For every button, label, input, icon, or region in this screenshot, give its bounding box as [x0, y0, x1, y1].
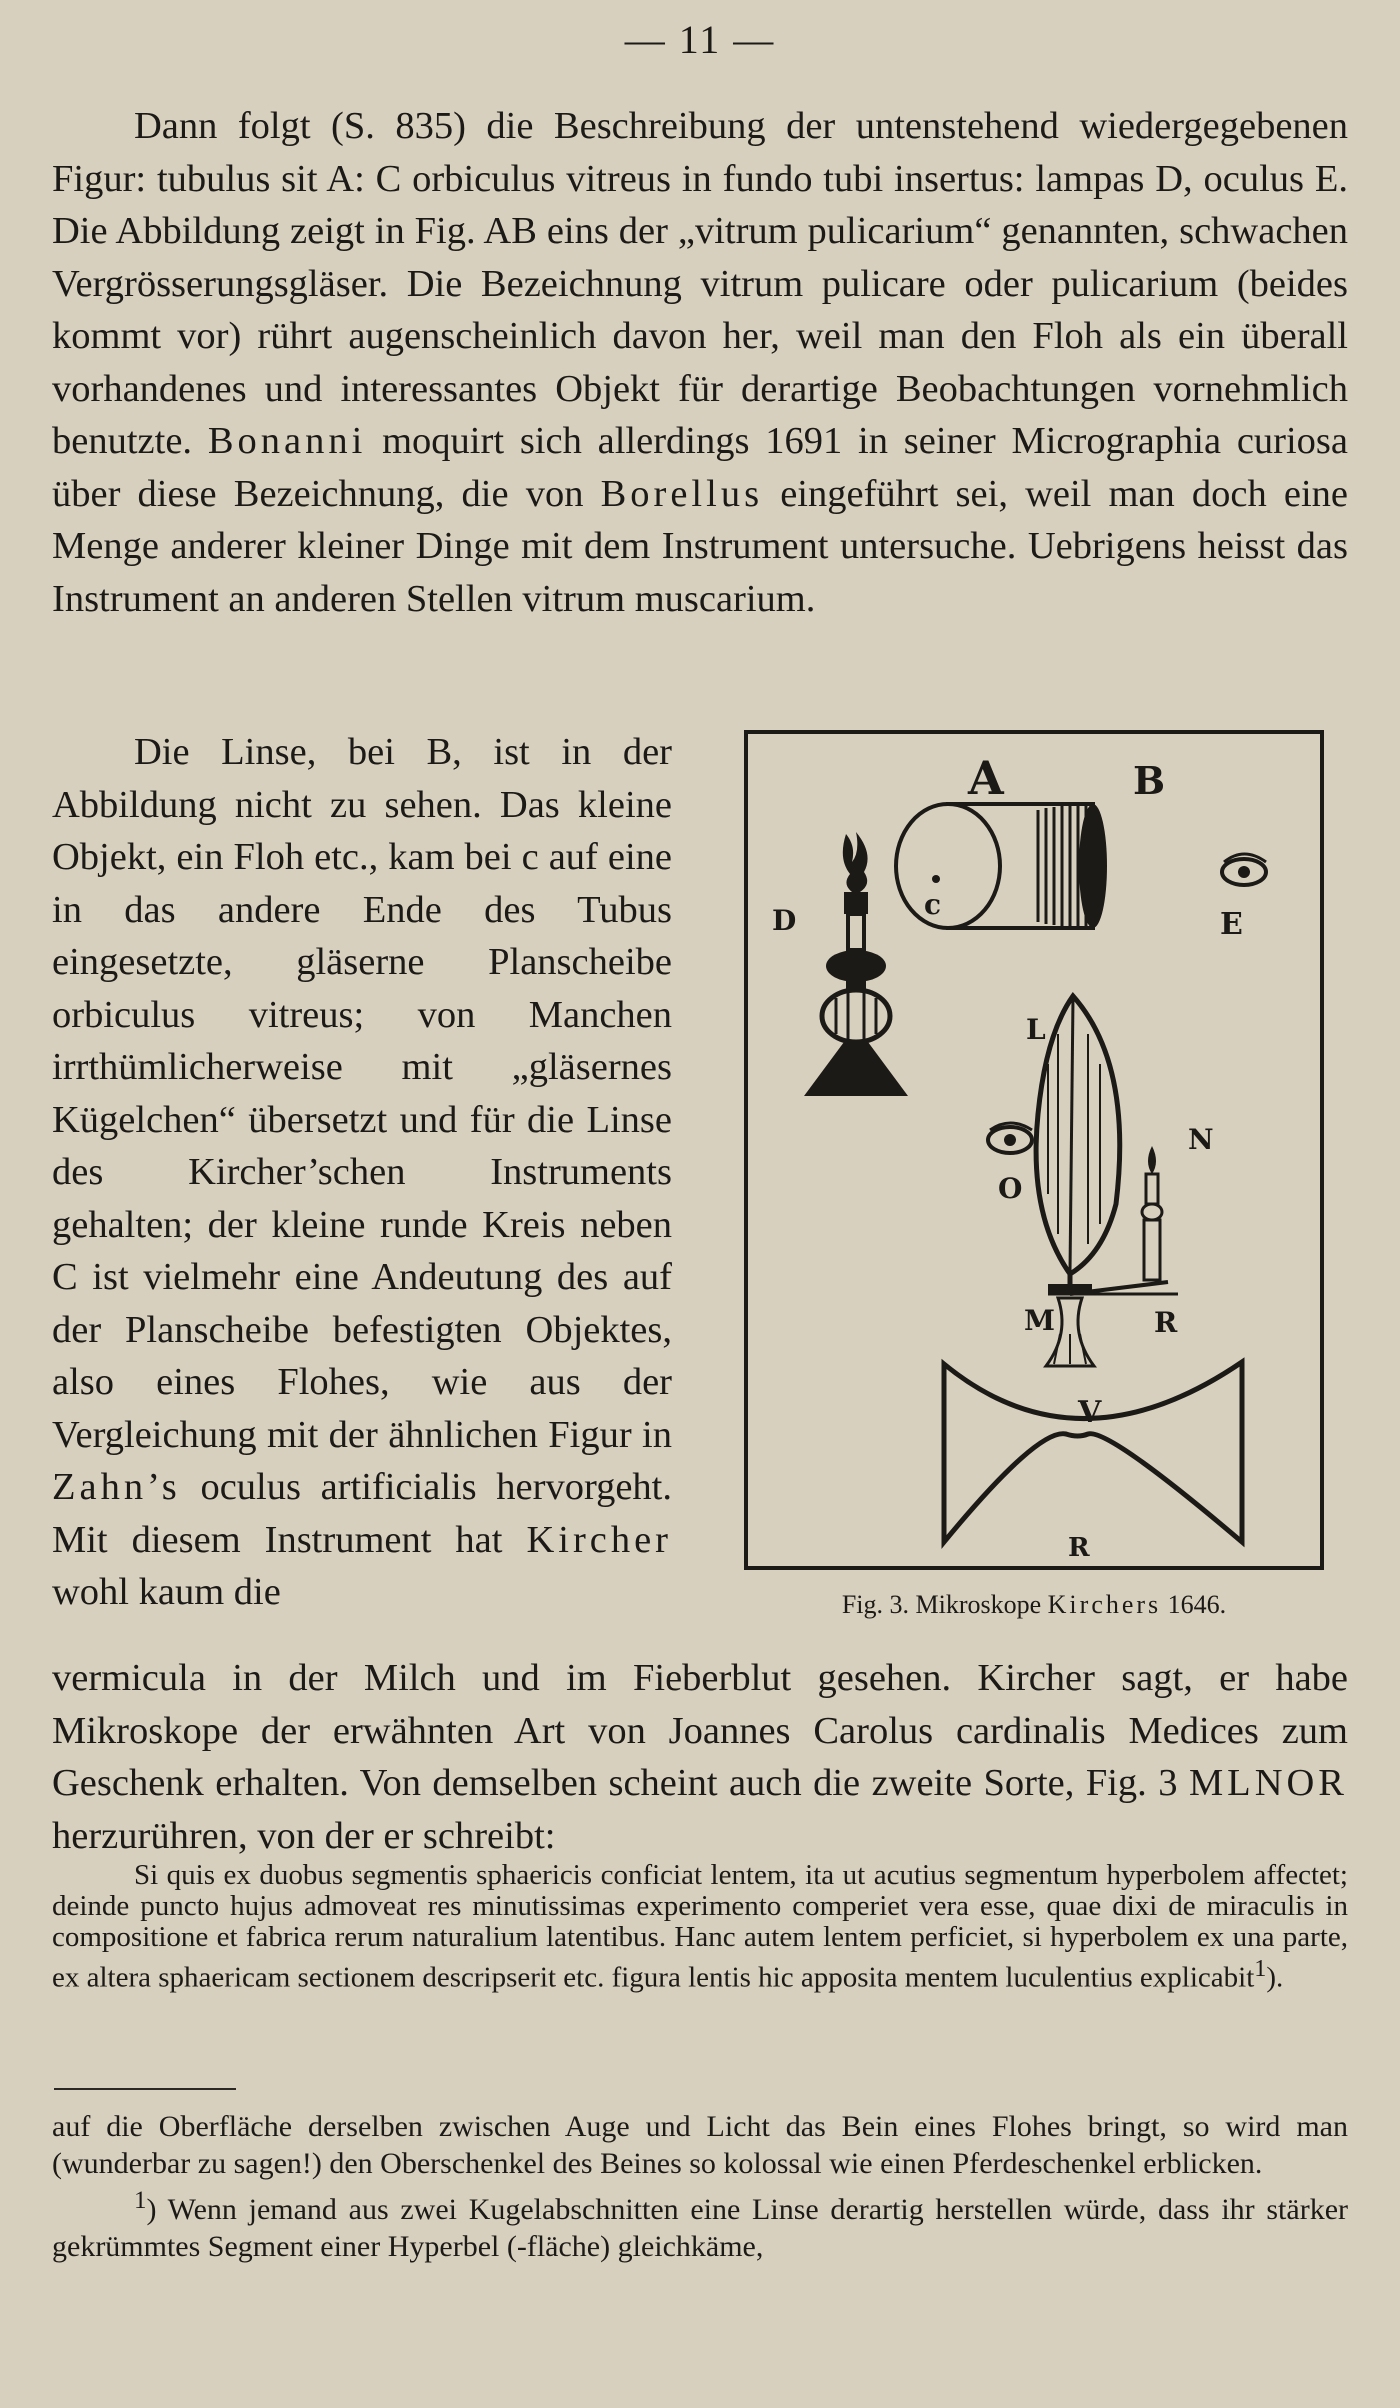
intro-text-3: eingeführt sei, weil man doch eine Menge anderer kleiner Dinge mit dem Instrument untersuche. Uebrigens heisst das Instrument an anderen Stellen vitrum muscarium. — [52, 472, 1349, 620]
label-a: A — [968, 751, 1004, 805]
label-b: B — [1133, 758, 1166, 803]
label-e: E — [1220, 907, 1243, 942]
eye-icon — [1222, 854, 1266, 885]
caption-year: 1646. — [1167, 1590, 1227, 1619]
footnote-text: ) Wenn jemand aus zwei Kugelabschnitten eine Linse derartig herstellen würde, dass ihr stärker gekrümmtes Segment einer Hyperbel (-fläche) gleichkäme, — [52, 2193, 1348, 2263]
figure-caption — [744, 1590, 1324, 1620]
label-m: M — [1024, 1304, 1055, 1337]
lens-icon — [1036, 996, 1120, 1274]
page-number: — 11 — — [624, 17, 776, 62]
intro-paragraph — [52, 100, 1348, 625]
linse-text-3: wohl kaum die — [52, 1571, 281, 1613]
figure-3-frame — [744, 730, 1324, 1570]
quote-text: Si quis ex duobus segmentis sphaericis conficiat lentem, ita ut acutius segmentum hyperbolem affectet; deinde puncto hujus admoveat res minutissimas experimento comperiet vera esse, quae dixi de miraculis in compositione et fabrica rerum naturalium latentibus. Hanc autem lentem perficiet, si hyperbolem ex una parte, ex altera sphaericam sectionem descripserit etc. figura lentis hic apposita mentem luculentius explicabit — [52, 1859, 1348, 1994]
lamp-icon — [804, 832, 908, 1096]
name-kircher: Kircher — [526, 1518, 673, 1561]
figure-3-woodcut — [748, 734, 1320, 1566]
footnote-continuation: auf die Oberfläche derselben zwischen Auge und Licht das Bein eines Flohes bringt, so wird man (wunderbar zu sagen!) den Oberschenkel des Beines so kolossal wie einen Pferdeschenkel erblicken. — [52, 2110, 1348, 2180]
eye-o-icon — [988, 1123, 1032, 1153]
footnote-ref: 1 — [1254, 1955, 1267, 1982]
footnotes — [52, 2108, 1348, 2265]
label-d: D — [772, 904, 797, 937]
label-n: N — [1188, 1123, 1214, 1156]
label-v: V — [1078, 1395, 1102, 1430]
paragraph-continuation — [52, 1652, 1348, 1862]
linse-text-1: Die Linse, bei B, ist in der Abbildung nicht zu sehen. Das kleine Objekt, ein Floh etc., kam bei c auf eine in das andere Ende des Tubus eingesetzte, gläserne Planscheibe orbiculus vitreus; von Manchen irrthümlicherweise mit „gläsernes Kügelchen“ übersetzt und für die Linse des Kircher’schen Instruments gehalten; der kleine runde Kreis neben C ist vielmehr eine Andeutung des auf der Planscheibe befestigten Objektes, also eines Flohes, wie aus der Vergleichung mit der ähnlichen Figur in — [52, 731, 672, 1456]
name-zahn: Zahn’s — [52, 1466, 181, 1508]
footnote-mark: 1 — [134, 2187, 147, 2214]
label-r: R — [1154, 1306, 1178, 1339]
caption-prefix: Fig. 3. Mikroskope — [841, 1590, 1042, 1619]
quote-end: ). — [1266, 1961, 1284, 1994]
label-o: O — [998, 1172, 1023, 1205]
intro-text-2: moquirt sich allerdings 1691 in seiner Micrographia curiosa über diese Bezeichnung, die von — [52, 420, 1349, 515]
caption-name: Kirchers — [1047, 1590, 1162, 1619]
intro-text-1: Dann folgt (S. 835) die Beschreibung der untenstehend wiedergegebenen Figur: tubulus sit A: C orbiculus vitreus in fundo tubi insertus: lampas D, oculus E. Die Abbildung zeigt in Fig. AB eins der „vitrum pulicarium“ genannten, schwachen Vergrösserungsgläser. Die Bezeichnung vitrum pulicare oder pulicarium (beides kommt vor) rührt augenscheinlich davon her, weil man den Floh als ein überall vorhandenes und interessantes Objekt für derartige Beobachtungen vornehmlich benutzte. — [52, 105, 1348, 462]
linse-text-2: oculus artificialis hervorgeht. Mit diesem Instrument hat — [52, 1466, 672, 1561]
footnote-rule — [54, 2088, 236, 2090]
candle-icon — [1142, 1146, 1162, 1280]
label-r-bottom: R — [1068, 1533, 1090, 1563]
footnote-1 — [52, 2182, 1348, 2265]
label-l: L — [1026, 1013, 1046, 1046]
paragraph-linse — [52, 726, 672, 1619]
name-bonanni: Bonanni — [207, 420, 367, 462]
after-text-2: herzurühren, von der er schreibt: — [52, 1814, 556, 1857]
latin-quote — [52, 1860, 1348, 1994]
name-borellus: Borellus — [600, 472, 764, 515]
vessel-vr — [944, 1362, 1242, 1542]
label-c: c — [924, 888, 942, 921]
figure-letters: MLNOR — [1188, 1762, 1348, 1804]
after-text-1: vermicula in der Milch und im Fieberblut gesehen. Kircher sagt, er habe Mikroskope der erwähnten Art von Joannes Carolus cardinalis Medices zum Geschenk erhalten. Von demselben scheint auch die zweite Sorte, Fig. 3 — [52, 1657, 1348, 1804]
paragraph-vitrum-pulicarium — [52, 100, 1348, 625]
